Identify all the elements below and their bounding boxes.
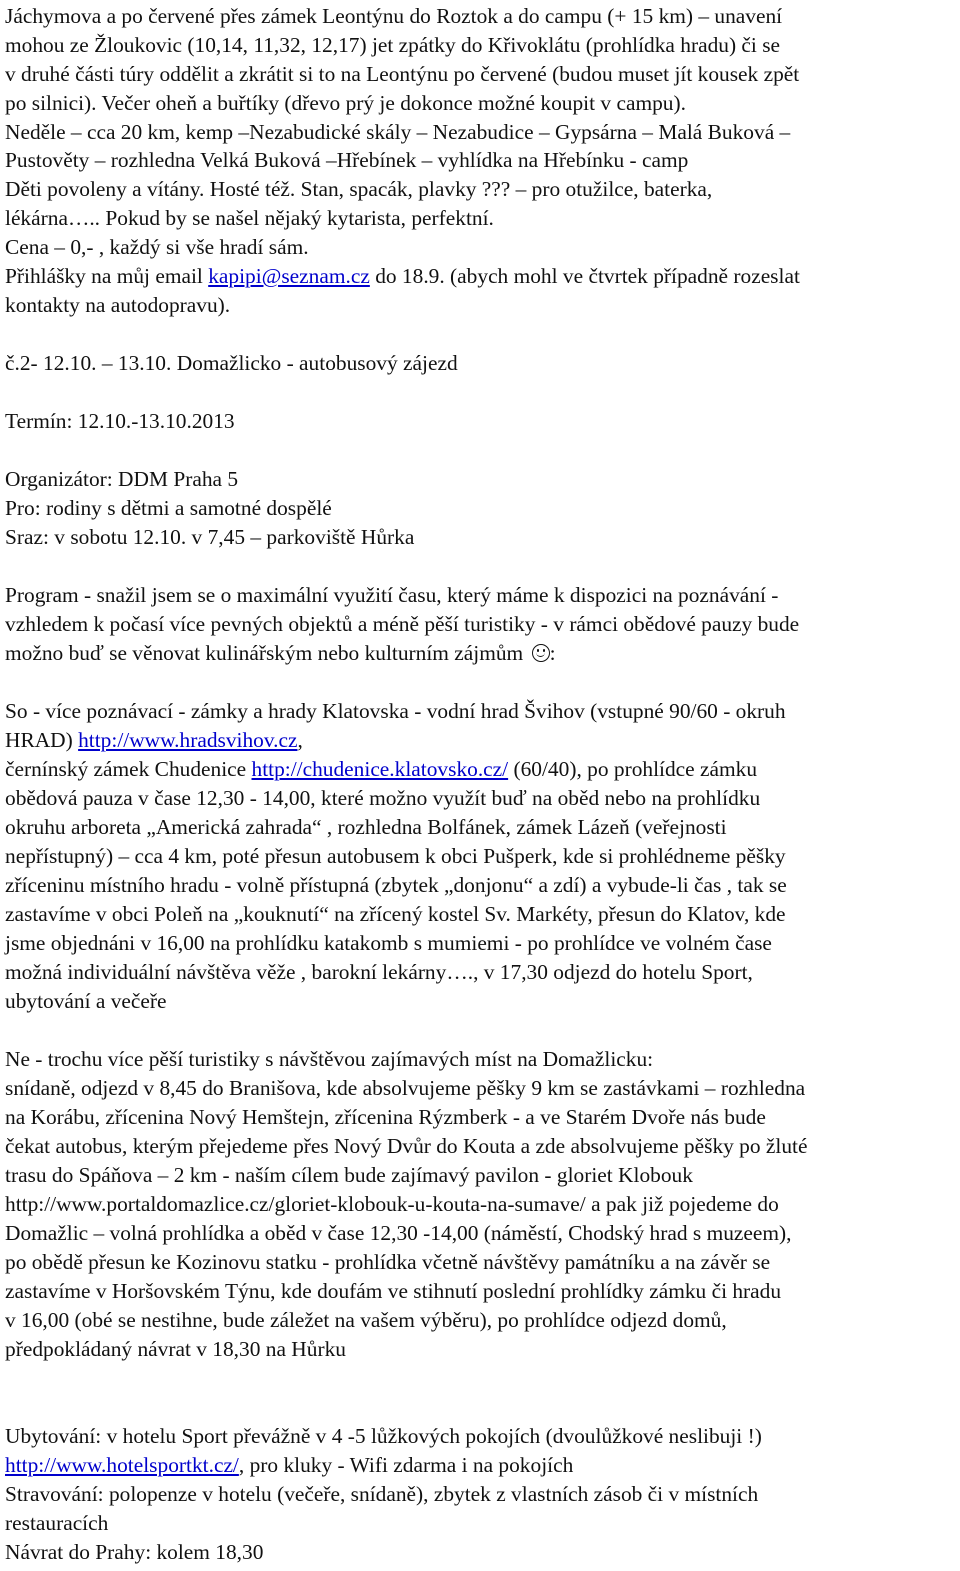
- text-span: , pro kluky - Wifi zdarma i na pokojích: [238, 1453, 574, 1477]
- section-heading: č.2- 12.10. – 13.10. Domažlicko - autobusový zájezd: [5, 351, 458, 375]
- text-span: možno buď se věnovat kulinářským nebo kulturním zájmům: [5, 641, 529, 665]
- text-line: možná individuální návštěva věže , barokní lekárny…., v 17,30 odjezd do hotelu Sport,: [5, 960, 753, 984]
- text-span: (60/40), po prohlídce zámku: [508, 757, 758, 781]
- text-span: ,: [297, 728, 303, 752]
- text-line: [5, 755, 757, 784]
- text-line: zastavíme v obci Poleň na „kouknutí“ na zřícený kostel Sv. Markéty, přesun do Klatov, kde: [5, 902, 786, 926]
- chudenice-link[interactable]: http://chudenice.klatovsko.cz/: [251, 757, 509, 781]
- text-line: na Korábu, zřícenina Nový Hemštejn, zřícenina Rýzmberk - a ve Starém Dvoře nás bude: [5, 1105, 766, 1129]
- text-line: restauracích: [5, 1511, 109, 1535]
- text-span: Přihlášky na můj email: [5, 264, 209, 288]
- text-line: vzhledem k počasí více pevných objektů a méně pěší turistiky - v rámci obědové pauzy bude: [5, 612, 800, 636]
- text-line: [5, 726, 303, 755]
- organizer-line: Organizátor: DDM Praha 5: [5, 467, 239, 491]
- text-line: kontakty na autodopravu).: [5, 293, 231, 317]
- text-line: Pustověty – rozhledna Velká Buková –Hřebínek – vyhlídka na Hřebínku - camp: [5, 148, 689, 172]
- text-line: okruhu arboreta „Americká zahrada“ , rozhledna Bolfánek, zámek Lázeň (veřejnosti: [5, 815, 727, 839]
- text-span: do 18.9. (abych mohl ve čtvrtek případně rozeslat: [369, 264, 800, 288]
- term-line: Termín: 12.10.-13.10.2013: [5, 409, 235, 433]
- text-line: jsme objednáni v 16,00 na prohlídku katakomb s mumiemi - po prohlídce ve volném čase: [5, 931, 772, 955]
- text-line: Cena – 0,- , každý si vše hradí sám.: [5, 235, 309, 259]
- text-line: [5, 262, 800, 291]
- text-line: Neděle – cca 20 km, kemp –Nezabudické skály – Nezabudice – Gypsárna – Malá Buková –: [5, 120, 791, 144]
- text-line: Program - snažil jsem se o maximální využití času, který máme k dispozici na poznávání -: [5, 583, 779, 607]
- text-span: HRAD): [5, 728, 79, 752]
- text-line: trasu do Spáňova – 2 km - naším cílem bude zajímavý pavilon - gloriet Klobouk: [5, 1163, 693, 1187]
- text-line: Ubytování: v hotelu Sport převážně v 4 -5 lůžkových pokojích (dvoulůžkové neslibuji !): [5, 1424, 762, 1448]
- text-line: mohou ze Žloukovic (10,14, 11,32, 12,17) jet zpátky do Křivoklátu (prohlídka hradu) či se: [5, 33, 781, 57]
- text-line: předpokládaný návrat v 18,30 na Hůrku: [5, 1337, 346, 1361]
- text-span: černínský zámek Chudenice: [5, 757, 252, 781]
- text-line: [5, 639, 556, 668]
- hotelsport-link[interactable]: http://www.hotelsportkt.cz/: [5, 1453, 239, 1477]
- text-line: lékárna….. Pokud by se našel nějaký kytarista, perfektní.: [5, 206, 494, 230]
- smiley-face-icon: [532, 644, 550, 662]
- text-line: Jáchymova a po červené přes zámek Leontýnu do Roztok a do campu (+ 15 km) – unavení: [5, 4, 783, 28]
- text-line: v druhé části túry oddělit a zkrátit si to na Leontýnu po červené (budou muset jít kousek zpět: [5, 62, 800, 86]
- text-line: Děti povoleny a vítány. Hosté též. Stan, spacák, plavky ??? – pro otužilce, baterka,: [5, 177, 713, 201]
- text-line: zříceninu místního hradu - volně přístupná (zbytek „donjonu“ a zdí) a vybude-li čas , tak se: [5, 873, 787, 897]
- text-line: nepřístupný) – cca 4 km, poté přesun autobusem k obci Pušperk, kde si prohlédneme pěšky: [5, 844, 786, 868]
- text-line: po obědě přesun ke Kozinovu statku - prohlídka včetně návštěvy památníku a na závěr se: [5, 1250, 771, 1274]
- meeting-line: Sraz: v sobotu 12.10. v 7,45 – parkoviště Hůrka: [5, 525, 415, 549]
- text-span: :: [549, 641, 556, 665]
- text-line: obědová pauza v čase 12,30 - 14,00, které možno využít buď na oběd nebo na prohlídku: [5, 786, 761, 810]
- text-line: po silnici). Večer oheň a buřtíky (dřevo prý je dokonce možné koupit v campu).: [5, 91, 686, 115]
- email-link[interactable]: kapipi@seznam.cz: [208, 264, 370, 288]
- text-line: http://www.portaldomazlice.cz/gloriet-klobouk-u-kouta-na-sumave/ a pak již pojedeme do: [5, 1192, 779, 1216]
- text-line: So - více poznávací - zámky a hrady Klatovska - vodní hrad Švihov (vstupné 90/60 - okruh: [5, 699, 786, 723]
- text-line: ubytování a večeře: [5, 989, 167, 1013]
- audience-line: Pro: rodiny s dětmi a samotné dospělé: [5, 496, 332, 520]
- text-line: Ne - trochu více pěší turistiky s návštěvou zajímavých míst na Domažlicku:: [5, 1047, 654, 1071]
- text-line: zastavíme v Horšovském Týnu, kde doufám ve stihnutí poslední prohlídky zámku či hradu: [5, 1279, 782, 1303]
- text-line: [5, 1451, 573, 1480]
- text-line: čekat autobus, kterým přejedeme přes Nový Dvůr do Kouta a zde absolvujeme pěšky po žluté: [5, 1134, 808, 1158]
- text-line: v 16,00 (obé se nestihne, bude záležet na vašem výběru), po prohlídce odjezd domů,: [5, 1308, 727, 1332]
- text-line: Domažlic – volná prohlídka a oběd v čase 12,30 -14,00 (náměstí, Chodský hrad s muzeem),: [5, 1221, 792, 1245]
- hradsvihov-link[interactable]: http://www.hradsvihov.cz: [78, 728, 298, 752]
- text-line: snídaně, odjezd v 8,45 do Branišova, kde absolvujeme pěšky 9 km se zastávkami – rozhledna: [5, 1076, 806, 1100]
- text-line: Návrat do Prahy: kolem 18,30: [5, 1540, 264, 1564]
- text-line: Stravování: polopenze v hotelu (večeře, snídaně), zbytek z vlastních zásob či v místních: [5, 1482, 759, 1506]
